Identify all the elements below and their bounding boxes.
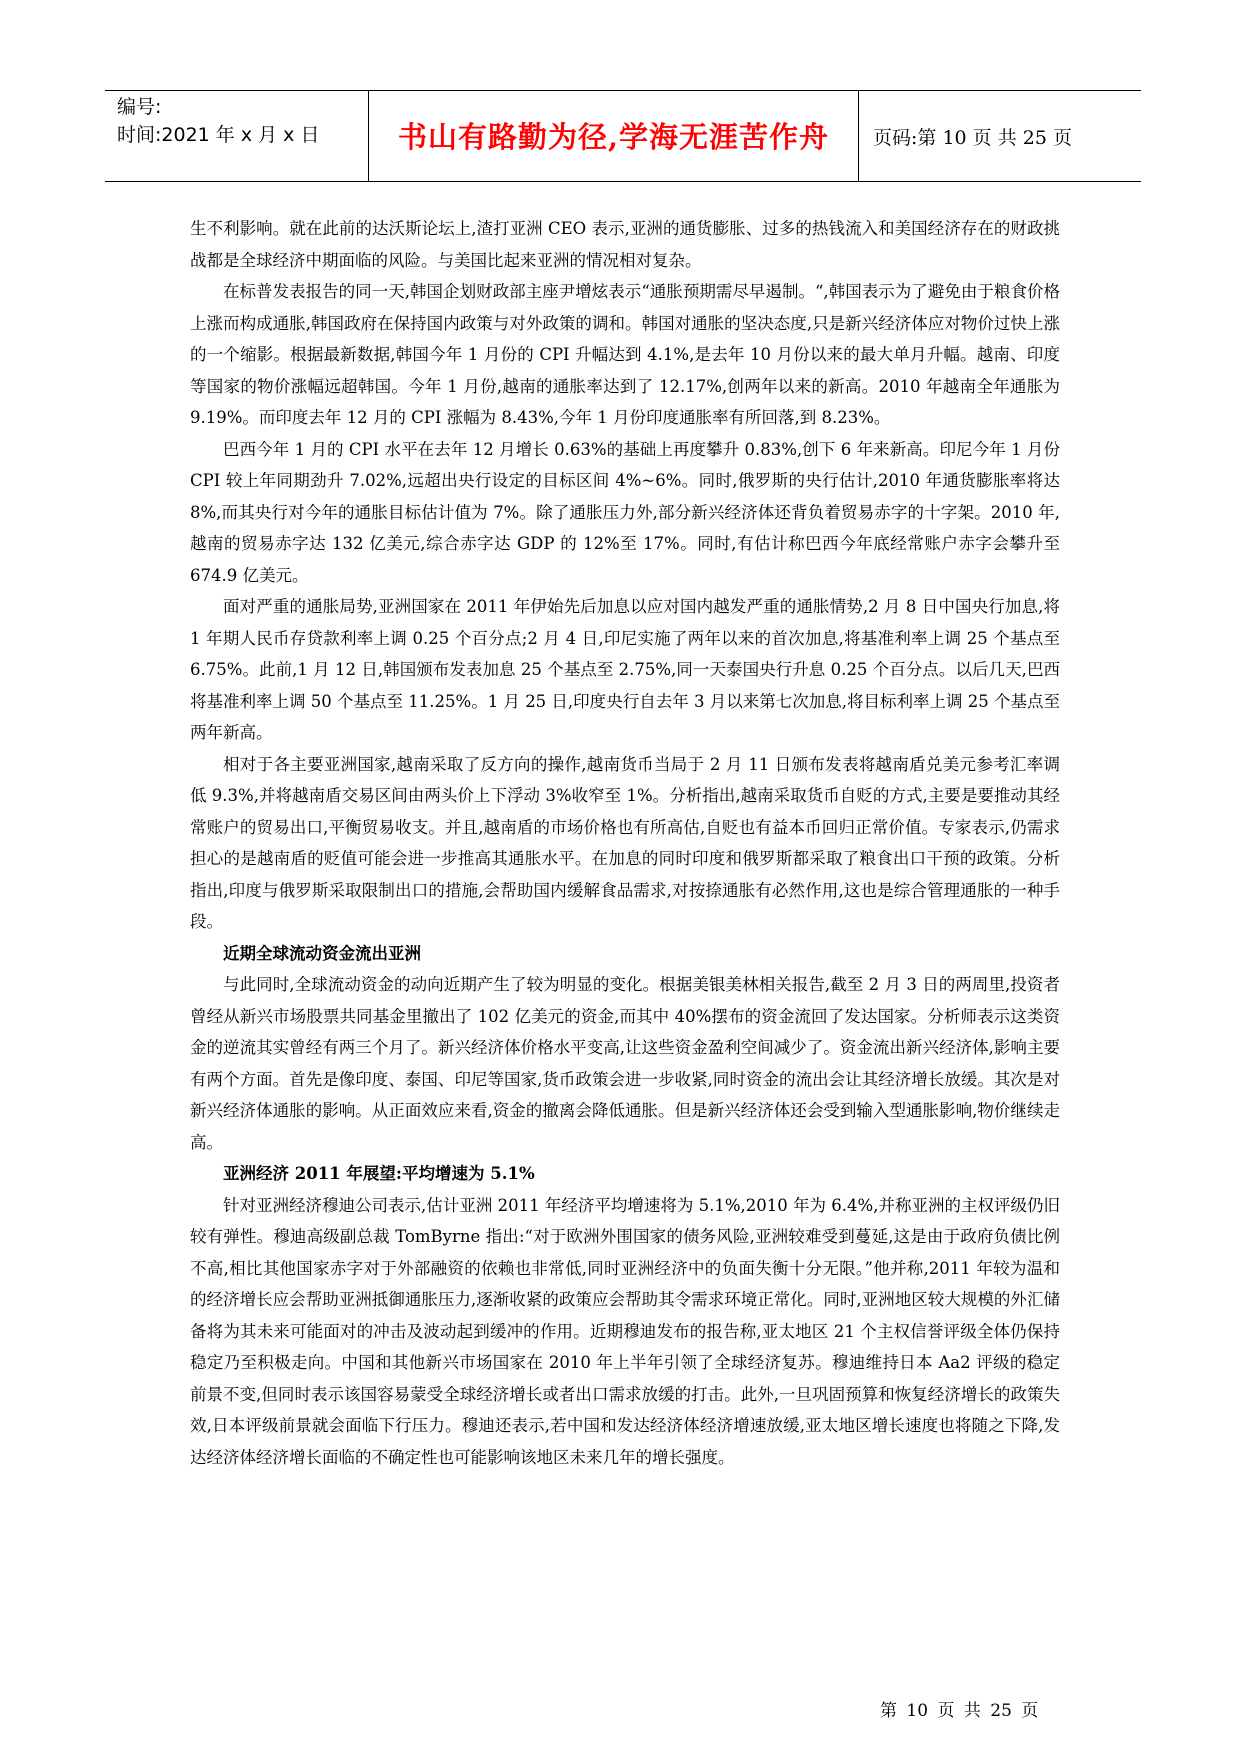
body-paragraph: 面对严重的通胀局势,亚洲国家在 2011 年伊始先后加息以应对国内越发严重的通胀情势,2 月 8 日中国央行加息,将 1 年期人民币存贷款利率上调 0.25 个百分点;2 月 4 日,印尼实施了两年以来的首次加息,将基准利率上调 25 个基点至 6.75%。此前,1 月 12 日,韩国颁布发表加息 25 个基点至 2.75%,同一天泰国央行升息 0.25 个百分点。以后几天,巴西将基准利率上调 50 个基点至 11.25%。1 月 25 日,印度央行自去年 3 月以来第七次加息,将目标利率上调 25 个基点至两年新高。 — [190, 597, 1060, 742]
page-header — [105, 90, 1141, 182]
body-paragraph: 巴西今年 1 月的 CPI 水平在去年 12 月增长 0.63%的基础上再度攀升 0.83%,创下 6 年来新高。印尼今年 1 月份 CPI 较上年同期劲升 7.02%,远超出央行设定的目标区间 4%~6%。同时,俄罗斯的央行估计,2010 年通货膨胀率将达 8%,而其央行对今年的通胀目标估计值为 7%。除了通胀压力外,部分新兴经济体还背负着贸易赤字的十字架。2010 年,越南的贸易赤字达 132 亿美元,综合赤字达 GDP 的 12%至 17%。同时,有估计称巴西今年底经常账户赤字会攀升至 674.9 亿美元。 — [190, 439, 1060, 585]
page-footer: 第 10 页 共 25 页 — [880, 1701, 1039, 1721]
document-number-label: 编号: — [117, 96, 162, 118]
section-heading: 近期全球流动资金流出亚洲 — [223, 943, 421, 963]
document-time-label: 时间:2021 年 x 月 x 日 — [117, 124, 320, 146]
body-paragraph: 在标普发表报告的同一天,韩国企划财政部主座尹增炫表示“通胀预期需尽早遏制。“,韩国表示为了避免由于粮食价格上涨而构成通胀,韩国政府在保持国内政策与对外政策的调和。韩国对通胀的坚决态度,只是新兴经济体应对物价过快上涨的一个缩影。根据最新数据,韩国今年 1 月份的 CPI 升幅达到 4.1%,是去年 10 月份以来的最大单月升幅。越南、印度等国家的物价涨幅远超韩国。今年 1 月份,越南的通胀率达到了 12.17%,创两年以来的新高。2010 年越南全年通胀为 9.19%。而印度去年 12 月的 CPI 涨幅为 8.43%,今年 1 月份印度通胀率有所回落,到 8.23%。 — [190, 282, 1060, 427]
header-meta — [117, 93, 367, 149]
body-paragraph: 相对于各主要亚洲国家,越南采取了反方向的操作,越南货币当局于 2 月 11 日颁布发表将越南盾兑美元参考汇率调低 9.3%,并将越南盾交易区间由两头价上下浮动 3%收窄至 1%。分析指出,越南采取货币自贬的方式,主要是要推动其经常账户的贸易出口,平衡贸易收支。并且,越南盾的市场价格也有所高估,自贬也有益本币回归正常价值。专家表示,仍需求担心的是越南盾的贬值可能会进一步推高其通胀水平。在加息的同时印度和俄罗斯都采取了粮食出口干预的政策。分析指出,印度与俄罗斯采取限制出口的措施,会帮助国内缓解食品需求,对按捺通胀有必然作用,这也是综合管理通胀的一种手段。 — [190, 754, 1060, 931]
header-motto: 书山有路勤为径,学海无涯苦作舟 — [397, 120, 830, 154]
header-divider — [858, 91, 859, 181]
section-heading: 亚洲经济 2011 年展望:平均增速为 5.1% — [223, 1164, 535, 1183]
body-paragraph: 生不利影响。就在此前的达沃斯论坛上,渣打亚洲 CEO 表示,亚洲的通货膨胀、过多的热钱流入和美国经济存在的财政挑战都是全球经济中期面临的风险。与美国比起来亚洲的情况相对复杂。 — [190, 219, 1060, 270]
body-paragraph: 针对亚洲经济穆迪公司表示,估计亚洲 2011 年经济平均增速将为 5.1%,2010 年为 6.4%,并称亚洲的主权评级仍旧较有弹性。穆迪高级副总裁 TomByrne 指出:“对于欧洲外围国家的债务风险,亚洲较难受到蔓延,这是由于政府负债比例不高,相比其他国家赤字对于外部融资的依赖也非常低,同时亚洲经济中的负面失衡十分无限。”他并称,2011 年较为温和的经济增长应会帮助亚洲抵御通胀压力,逐渐收紧的政策应会帮助其令需求环境正常化。同时,亚洲地区较大规模的外汇储备将为其未来可能面对的冲击及波动起到缓冲的作用。近期穆迪发布的报告称,亚太地区 21 个主权信誉评级全体仍保持稳定乃至积极走向。中国和其他新兴市场国家在 2010 年上半年引领了全球经济复苏。穆迪维持日本 Aa2 评级的稳定前景不变,但同时表示该国容易蒙受全球经济增长或者出口需求放缓的打击。此外,一旦巩固预算和恢复经济增长的政策失效,日本评级前景就会面临下行压力。穆迪还表示,若中国和发达经济体经济增速放缓,亚太地区增长速度也将随之下降,发达经济体经济增长面临的不确定性也可能影响该地区未来几年的增长强度。 — [190, 1195, 1060, 1467]
document-body — [190, 213, 1060, 1473]
header-page-number: 页码:第 10 页 共 25 页 — [873, 127, 1072, 149]
body-paragraph: 与此同时,全球流动资金的动向近期产生了较为明显的变化。根据美银美林相关报告,截至 2 月 3 日的两周里,投资者曾经从新兴市场股票共同基金里撤出了 102 亿美元的资金,而其中 40%摆布的资金流回了发达国家。分析师表示这类资金的逆流其实曾经有两三个月了。新兴经济体价格水平变高,让这些资金盈利空间减少了。资金流出新兴经济体,影响主要有两个方面。首先是像印度、泰国、印尼等国家,货币政策会进一步收紧,同时资金的流出会让其经济增长放缓。其次是对新兴经济体通胀的影响。从正面效应来看,资金的撤离会降低通胀。但是新兴经济体还会受到输入型通胀影响,物价继续走高。 — [190, 975, 1060, 1152]
